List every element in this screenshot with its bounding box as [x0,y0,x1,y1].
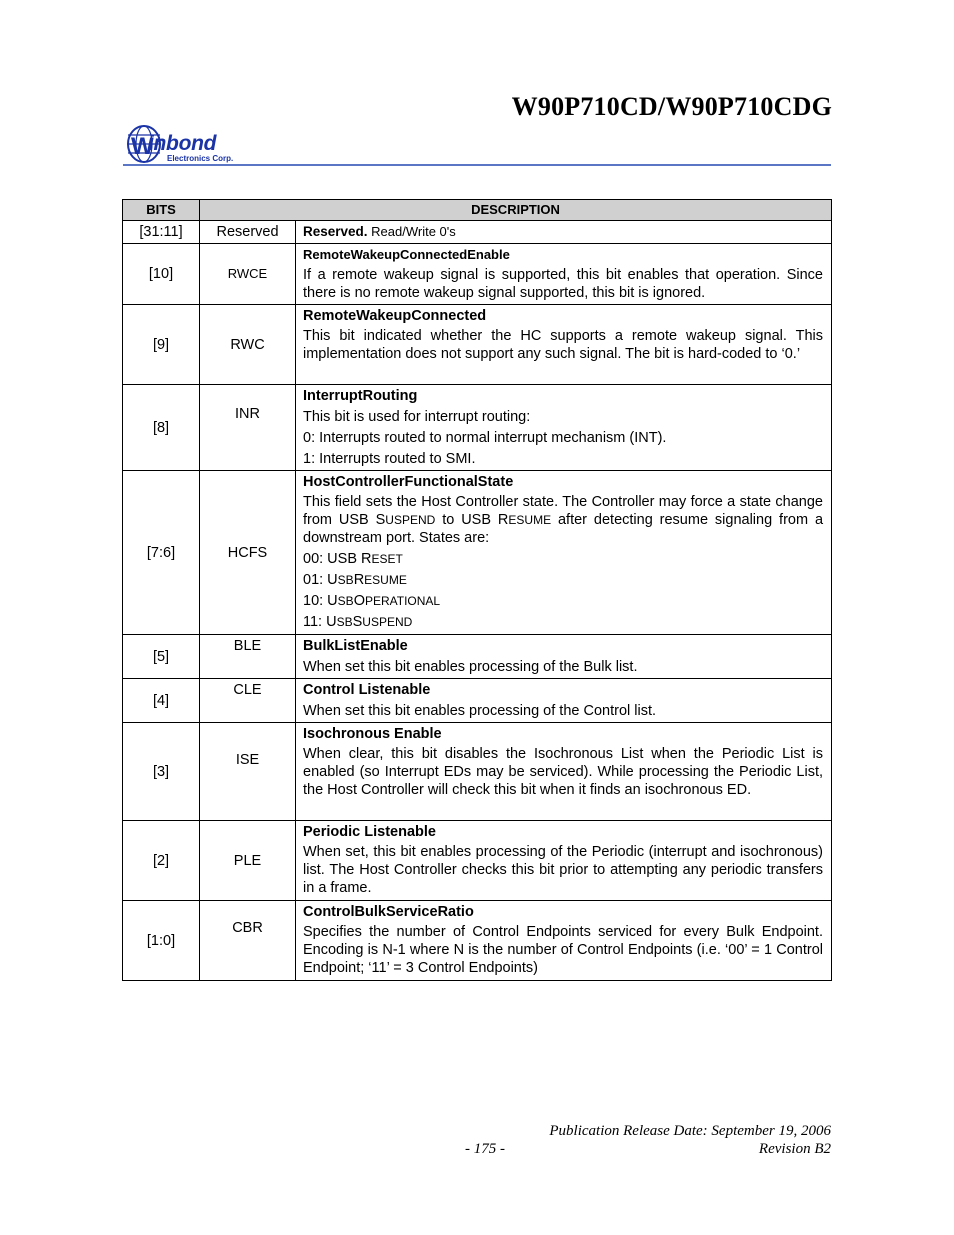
svg-text:W: W [131,133,154,160]
header-divider [123,164,831,166]
table-row [123,305,832,385]
field-title: Reserved. [303,224,368,239]
description-text: When set this bit enables processing of the Bulk list. [303,659,638,675]
bits-cell: [2] [123,821,200,901]
field-title: Periodic Listenable [303,824,436,840]
description-text: This field sets the Host Controller state. The Controller may force a state change from USB SUSPEND to USB RESUME after detecting resume signaling from a downstream port. States are: [303,494,824,546]
field-name-cell: PLE [200,821,296,901]
bits-cell: [10] [123,244,200,305]
footer-info [549,1122,831,1158]
bits-cell: [5] [123,635,200,679]
winbond-logo [127,124,252,166]
field-title: Control Listenable [303,682,431,698]
table-row [123,901,832,981]
field-title: ControlBulkServiceRatio [303,904,474,920]
logo-wordmark: inbond [148,132,217,155]
field-name-cell [200,385,296,471]
field-title: BulkListEnable [303,638,408,654]
field-name-text: ISE [235,752,260,768]
description-cell [296,305,832,385]
state-item: 11: USBSUSPEND [303,614,413,630]
bits-cell: [1:0] [123,901,200,981]
field-name-cell: CLE [200,679,296,723]
table-row [123,679,832,723]
description-cell [296,221,832,244]
description-text: Read/Write 0's [367,224,456,239]
field-title: HostControllerFunctionalState [303,474,514,490]
description-cell [296,244,832,305]
field-title: InterruptRouting [303,388,418,404]
table-row [123,244,832,305]
description-cell [296,723,832,821]
field-title: RemoteWakeupConnected [303,308,487,324]
field-name-cell: BLE [200,635,296,679]
revision: Revision B2 [758,1141,831,1157]
logo-subtext: Electronics Corp. [167,154,234,163]
table-row [123,471,832,635]
field-name-cell [200,723,296,821]
bits-cell: [9] [123,305,200,385]
state-item: 10: USBOPERATIONAL [303,593,441,609]
description-cell [296,635,832,679]
field-name-cell: RWC [200,305,296,385]
table-row [123,221,832,244]
description-cell [296,901,832,981]
state-item: 01: USBRESUME [303,572,407,588]
field-name-text: INR [235,406,260,422]
state-item: 00: USB RESET [303,551,403,567]
table-row [123,723,832,821]
field-name-cell [200,901,296,981]
description-cell [296,679,832,723]
field-title: Isochronous Enable [303,726,442,742]
field-title: RemoteWakeupConnectedEnable [303,247,510,262]
description-text: 0: Interrupts routed to normal interrupt mechanism (INT). [303,430,667,446]
description-text: When set, this bit enables processing of the Periodic (interrupt and isochronous) list. The Host Controller checks this bit prior to attempting any periodic transfers in a frame. [303,844,823,896]
description-column-header: DESCRIPTION [200,200,832,221]
table-row [123,635,832,679]
description-text: When set this bit enables processing of the Control list. [303,703,657,719]
bits-column-header: BITS [123,200,200,221]
document-title: W90P710CD/W90P710CDG [511,92,832,121]
bits-cell: [3] [123,723,200,821]
bits-cell: [7:6] [123,471,200,635]
table-row [123,821,832,901]
description-cell [296,471,832,635]
field-name-cell: RWCE [200,244,296,305]
page-number: - 175 - [465,1141,505,1157]
field-name-text: CBR [232,920,263,936]
description-text: This bit is used for interrupt routing: [303,409,531,425]
description-cell [296,385,832,471]
bits-cell: [31:11] [123,221,200,244]
field-name-cell: Reserved [200,221,296,244]
description-text: If a remote wakeup signal is supported, this bit enables that operation. Since there is no remote wakeup signal supported, this bit is ignored. [303,267,823,301]
description-text: This bit indicated whether the HC supports a remote wakeup signal. This implementation does not support any such signal. The bit is hard-coded to ‘0.’ [303,328,823,362]
register-bit-table [122,199,832,981]
description-text: 1: Interrupts routed to SMI. [303,451,476,467]
table-header-row [123,200,832,221]
description-text: When clear, this bit disables the Isochronous List when the Periodic List is enabled (so Interrupt EDs may be serviced). While processing the Periodic List, the Host Controller will check this bit when it finds an isochronous ED. [303,746,823,798]
bits-cell: [8] [123,385,200,471]
description-cell [296,821,832,901]
description-text: Specifies the number of Control Endpoints serviced for every Bulk Endpoint. Encoding is N-1 where N is the number of Control Endpoints (i.e. ‘00’ = 1 Control Endpoint; ‘11’ = 3 Control Endpoints) [303,924,823,976]
table-row [123,385,832,471]
release-date: Publication Release Date: September 19, 2006 [549,1123,831,1139]
field-name-cell: HCFS [200,471,296,635]
bits-cell: [4] [123,679,200,723]
